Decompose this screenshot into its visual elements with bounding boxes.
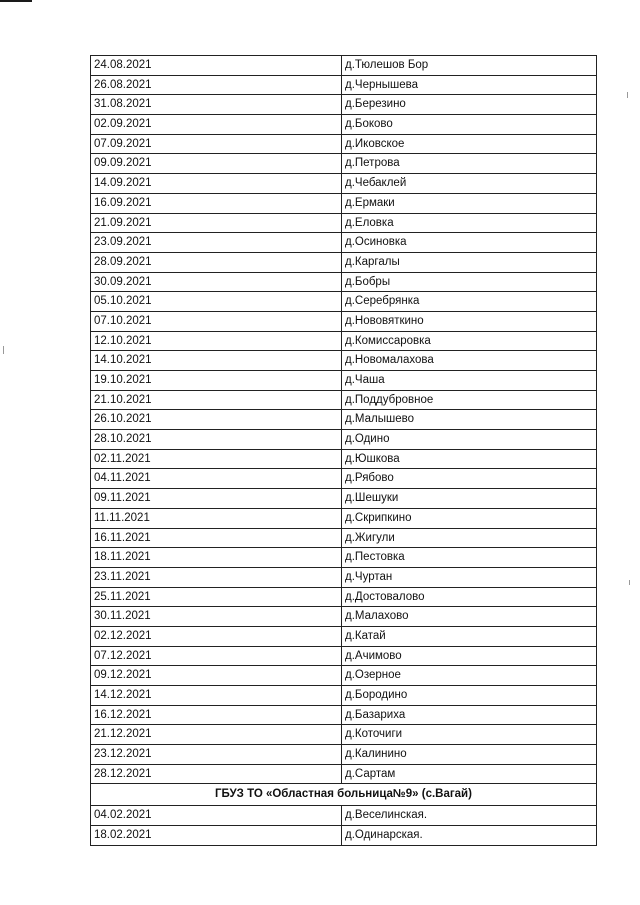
place-cell: д.Озерное bbox=[342, 666, 597, 685]
date-cell: 11.11.2021 bbox=[91, 509, 342, 528]
table-row bbox=[91, 233, 597, 253]
place-cell: д.Шешуки bbox=[342, 489, 597, 508]
place-cell: д.Веселинская. bbox=[342, 806, 597, 825]
place-cell: д.Чернышева bbox=[342, 76, 597, 95]
place-cell: д.Осиновка bbox=[342, 233, 597, 252]
date-cell: 21.09.2021 bbox=[91, 214, 342, 233]
table-row bbox=[91, 627, 597, 647]
table-row bbox=[91, 214, 597, 234]
date-cell: 02.09.2021 bbox=[91, 115, 342, 134]
date-cell: 02.11.2021 bbox=[91, 450, 342, 469]
place-cell: д.Поддубровное bbox=[342, 391, 597, 410]
table-row bbox=[91, 529, 597, 549]
place-cell: д.Чуртан bbox=[342, 568, 597, 587]
place-cell: д.Чебаклей bbox=[342, 174, 597, 193]
table-row bbox=[91, 135, 597, 155]
date-cell: 14.09.2021 bbox=[91, 174, 342, 193]
table-row bbox=[91, 56, 597, 76]
place-cell: д.Петрова bbox=[342, 154, 597, 173]
table-row bbox=[91, 76, 597, 96]
date-cell: 04.11.2021 bbox=[91, 469, 342, 488]
place-cell: д.Малышево bbox=[342, 410, 597, 429]
place-cell: д.Базариха bbox=[342, 706, 597, 725]
table-row bbox=[91, 312, 597, 332]
date-cell: 16.11.2021 bbox=[91, 529, 342, 548]
place-cell: д.Калинино bbox=[342, 745, 597, 764]
date-cell: 05.10.2021 bbox=[91, 292, 342, 311]
date-cell: 14.10.2021 bbox=[91, 351, 342, 370]
place-cell: д.Малахово bbox=[342, 607, 597, 626]
date-cell: 14.12.2021 bbox=[91, 686, 342, 705]
table-row bbox=[91, 351, 597, 371]
table-row bbox=[91, 469, 597, 489]
date-cell: 04.02.2021 bbox=[91, 806, 342, 825]
place-cell: д.Одинарская. bbox=[342, 826, 597, 845]
place-cell: д.Бобры bbox=[342, 273, 597, 292]
date-cell: 09.12.2021 bbox=[91, 666, 342, 685]
place-cell: д.Каргалы bbox=[342, 253, 597, 272]
place-cell: д.Новомалахова bbox=[342, 351, 597, 370]
place-cell: д.Бородино bbox=[342, 686, 597, 705]
table-row bbox=[91, 686, 597, 706]
scan-speck bbox=[3, 346, 4, 354]
date-cell: 23.09.2021 bbox=[91, 233, 342, 252]
place-cell: д.Березино bbox=[342, 95, 597, 114]
table-row bbox=[91, 174, 597, 194]
table-row bbox=[91, 410, 597, 430]
date-cell: 23.11.2021 bbox=[91, 568, 342, 587]
scan-speck bbox=[627, 92, 628, 98]
table-row bbox=[91, 666, 597, 686]
date-cell: 21.10.2021 bbox=[91, 391, 342, 410]
table-row bbox=[91, 95, 597, 115]
date-cell: 07.09.2021 bbox=[91, 135, 342, 154]
place-cell: д.Одино bbox=[342, 430, 597, 449]
table-row bbox=[91, 391, 597, 411]
date-cell: 02.12.2021 bbox=[91, 627, 342, 646]
date-cell: 30.09.2021 bbox=[91, 273, 342, 292]
place-cell: д.Боково bbox=[342, 115, 597, 134]
place-cell: д.Катай bbox=[342, 627, 597, 646]
table-row bbox=[91, 745, 597, 765]
table-row bbox=[91, 806, 597, 826]
place-cell: д.Серебрянка bbox=[342, 292, 597, 311]
table-row bbox=[91, 706, 597, 726]
scan-speck bbox=[629, 580, 630, 585]
table-row bbox=[91, 725, 597, 745]
place-cell: д.Юшкова bbox=[342, 450, 597, 469]
place-cell: д.Пестовка bbox=[342, 548, 597, 567]
date-cell: 25.11.2021 bbox=[91, 588, 342, 607]
place-cell: д.Ермаки bbox=[342, 194, 597, 213]
date-cell: 26.10.2021 bbox=[91, 410, 342, 429]
section-heading-row bbox=[91, 784, 597, 806]
place-cell: д.Еловка bbox=[342, 214, 597, 233]
place-cell: д.Комиссаровка bbox=[342, 332, 597, 351]
place-cell: д.Жигули bbox=[342, 529, 597, 548]
date-cell: 31.08.2021 bbox=[91, 95, 342, 114]
table-row bbox=[91, 332, 597, 352]
date-cell: 16.09.2021 bbox=[91, 194, 342, 213]
date-cell: 24.08.2021 bbox=[91, 56, 342, 75]
table-row bbox=[91, 826, 597, 846]
date-cell: 09.11.2021 bbox=[91, 489, 342, 508]
place-cell: д.Сартам bbox=[342, 765, 597, 784]
place-cell: д.Тюлешов Бор bbox=[342, 56, 597, 75]
place-cell: д.Нововяткино bbox=[342, 312, 597, 331]
date-cell: 07.10.2021 bbox=[91, 312, 342, 331]
table-row bbox=[91, 430, 597, 450]
date-cell: 30.11.2021 bbox=[91, 607, 342, 626]
section-heading: ГБУЗ ТО «Областная больница№9» (с.Вагай) bbox=[91, 784, 597, 805]
table-row bbox=[91, 154, 597, 174]
table-row bbox=[91, 371, 597, 391]
table-row bbox=[91, 253, 597, 273]
table-row bbox=[91, 489, 597, 509]
table-row bbox=[91, 273, 597, 293]
schedule-table bbox=[90, 55, 597, 846]
table-row bbox=[91, 509, 597, 529]
date-cell: 09.09.2021 bbox=[91, 154, 342, 173]
scan-mark bbox=[0, 0, 32, 2]
table-row bbox=[91, 607, 597, 627]
place-cell: д.Чаша bbox=[342, 371, 597, 390]
date-cell: 23.12.2021 bbox=[91, 745, 342, 764]
table-row bbox=[91, 450, 597, 470]
place-cell: д.Скрипкино bbox=[342, 509, 597, 528]
date-cell: 18.11.2021 bbox=[91, 548, 342, 567]
date-cell: 16.12.2021 bbox=[91, 706, 342, 725]
date-cell: 07.12.2021 bbox=[91, 647, 342, 666]
table-row bbox=[91, 588, 597, 608]
date-cell: 28.12.2021 bbox=[91, 765, 342, 784]
table-row bbox=[91, 647, 597, 667]
date-cell: 26.08.2021 bbox=[91, 76, 342, 95]
table-row bbox=[91, 568, 597, 588]
place-cell: д.Иковское bbox=[342, 135, 597, 154]
place-cell: д.Достовалово bbox=[342, 588, 597, 607]
table-row bbox=[91, 194, 597, 214]
table-row bbox=[91, 548, 597, 568]
table-row bbox=[91, 765, 597, 785]
place-cell: д.Ачимово bbox=[342, 647, 597, 666]
table-row bbox=[91, 115, 597, 135]
date-cell: 18.02.2021 bbox=[91, 826, 342, 845]
date-cell: 12.10.2021 bbox=[91, 332, 342, 351]
place-cell: д.Рябово bbox=[342, 469, 597, 488]
place-cell: д.Коточиги bbox=[342, 725, 597, 744]
date-cell: 28.10.2021 bbox=[91, 430, 342, 449]
table-row bbox=[91, 292, 597, 312]
date-cell: 21.12.2021 bbox=[91, 725, 342, 744]
date-cell: 19.10.2021 bbox=[91, 371, 342, 390]
date-cell: 28.09.2021 bbox=[91, 253, 342, 272]
